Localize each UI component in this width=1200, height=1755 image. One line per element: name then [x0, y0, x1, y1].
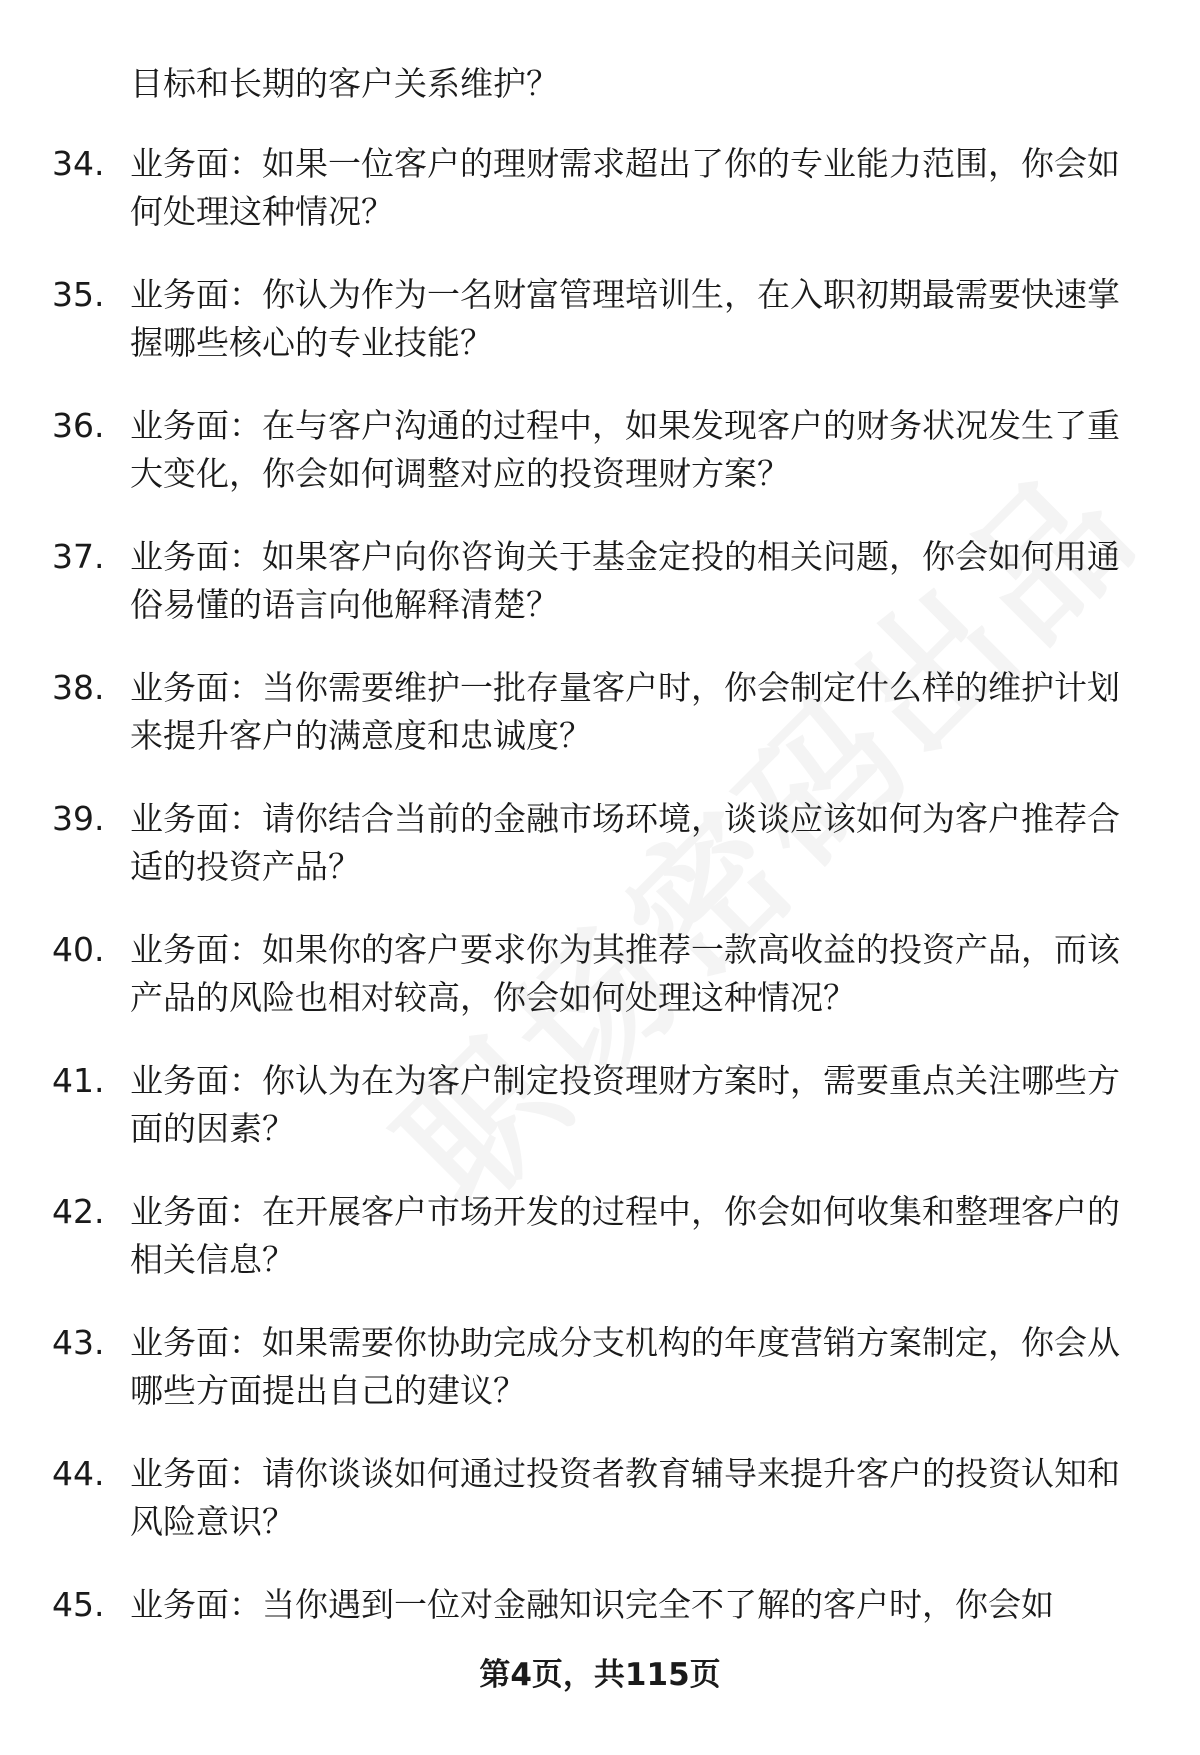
- question-number: 45.: [52, 1585, 105, 1624]
- question-text: 业务面：请你结合当前的金融市场环境，谈谈应该如何为客户推荐合适的投资产品？: [130, 799, 1120, 886]
- question-number: 34.: [52, 144, 105, 183]
- question-item: [0, 533, 1200, 629]
- question-number: 39.: [52, 799, 105, 838]
- question-text: 业务面：如果客户向你咨询关于基金定投的相关问题，你会如何用通俗易懂的语言向他解释清楚？: [130, 537, 1120, 624]
- continuation-text: 目标和长期的客户关系维护？: [130, 64, 559, 103]
- question-number: 38.: [52, 668, 105, 707]
- question-item: [0, 1581, 1200, 1629]
- question-number: 44.: [52, 1454, 105, 1493]
- question-number: 40.: [52, 930, 105, 969]
- question-item: [0, 1057, 1200, 1153]
- question-text: 业务面：在开展客户市场开发的过程中，你会如何收集和整理客户的相关信息？: [130, 1192, 1120, 1279]
- question-text: 业务面：如果你的客户要求你为其推荐一款高收益的投资产品，而该产品的风险也相对较高，你会如何处理这种情况？: [130, 930, 1120, 1017]
- question-text: 业务面：在与客户沟通的过程中，如果发现客户的财务状况发生了重大变化，你会如何调整对应的投资理财方案？: [130, 406, 1120, 493]
- question-number: 42.: [52, 1192, 105, 1231]
- question-text: 业务面：你认为在为客户制定投资理财方案时，需要重点关注哪些方面的因素？: [130, 1061, 1120, 1148]
- question-item: [0, 402, 1200, 498]
- question-text: 业务面：如果需要你协助完成分支机构的年度营销方案制定，你会从哪些方面提出自己的建议？: [130, 1323, 1120, 1410]
- question-item: [0, 1450, 1200, 1546]
- question-item: [0, 926, 1200, 1022]
- question-number: 41.: [52, 1061, 105, 1100]
- question-text: 业务面：当你需要维护一批存量客户时，你会制定什么样的维护计划来提升客户的满意度和忠诚度？: [130, 668, 1120, 755]
- question-item: [0, 140, 1200, 236]
- question-number: 35.: [52, 275, 105, 314]
- question-number: 37.: [52, 537, 105, 576]
- question-text: 业务面：你认为作为一名财富管理培训生，在入职初期最需要快速掌握哪些核心的专业技能？: [130, 275, 1120, 362]
- question-item: [0, 664, 1200, 760]
- question-number: 36.: [52, 406, 105, 445]
- question-item: [0, 271, 1200, 367]
- question-text: 业务面：当你遇到一位对金融知识完全不了解的客户时，你会如: [130, 1585, 1054, 1624]
- question-item: [0, 795, 1200, 891]
- question-text: 业务面：请你谈谈如何通过投资者教育辅导来提升客户的投资认知和风险意识？: [130, 1454, 1120, 1541]
- question-text: 业务面：如果一位客户的理财需求超出了你的专业能力范围，你会如何处理这种情况？: [130, 144, 1120, 231]
- question-list: [0, 140, 1200, 1664]
- question-item: [0, 1188, 1200, 1284]
- page-footer: 第4页，共115页: [479, 1657, 721, 1693]
- question-item: [0, 1319, 1200, 1415]
- question-number: 43.: [52, 1323, 105, 1362]
